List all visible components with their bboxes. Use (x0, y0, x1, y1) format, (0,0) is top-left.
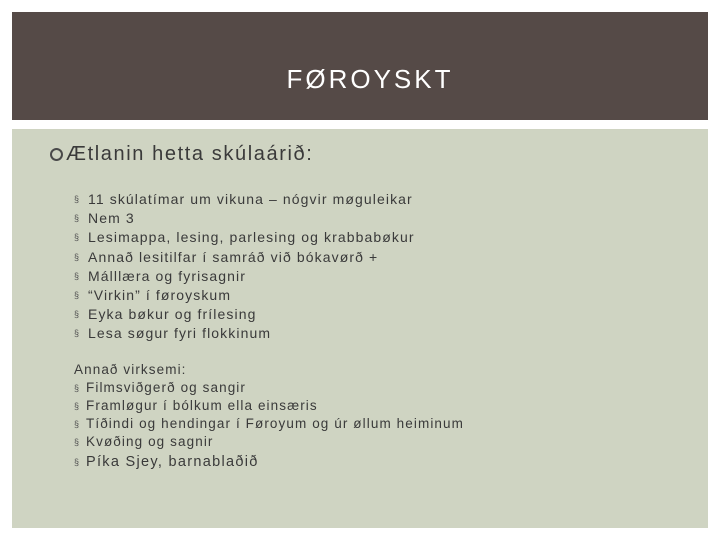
activities-list (74, 379, 464, 473)
list-item: § Lesa søgur fyri flokkinum (74, 324, 415, 343)
list-item: § Framløgur í bólkum ella einsæris (74, 398, 318, 413)
title-banner (12, 12, 708, 120)
list-item: § Nem 3 (74, 209, 415, 228)
square-bullet-icon: § (74, 251, 81, 262)
main-heading: Ætlanin hetta skúlaárið: (66, 143, 314, 165)
sub-heading: Annað virksemi: (74, 362, 187, 377)
ring-bullet-icon (50, 148, 63, 161)
list-item: § 11 skúlatímar um vikuna – nógvir møguleikar (74, 190, 415, 209)
plan-list (74, 190, 415, 344)
list-item: § Annað lesitilfar í samráð við bókavørð + (74, 248, 415, 267)
square-bullet-icon: § (74, 401, 81, 411)
content-panel (12, 129, 708, 528)
square-bullet-icon: § (74, 437, 81, 447)
square-bullet-icon: § (74, 383, 81, 393)
square-bullet-icon: § (74, 328, 81, 339)
square-bullet-icon: § (74, 232, 81, 243)
list-item: § Lesimappa, lesing, parlesing og krabbabøkur (74, 228, 415, 247)
list-item: § “Virkin” í føroyskum (74, 286, 415, 305)
list-item: § Filmsviðgerð og sangir (74, 380, 247, 395)
square-bullet-icon: § (74, 270, 81, 281)
square-bullet-icon: § (74, 194, 81, 204)
list-item: § Tíðindi og hendingar í Føroyum og úr øllum heiminum (74, 416, 464, 431)
list-item: § Eyka bøkur og frílesing (74, 305, 415, 324)
list-item: § Málllæra og fyrisagnir (74, 267, 415, 286)
square-bullet-icon: § (74, 309, 81, 320)
list-item: § Píka Sjey, barnablaðið (74, 451, 464, 473)
main-heading-row (50, 143, 313, 166)
square-bullet-icon: § (74, 213, 81, 224)
list-item: § Kvøðing og sagnir (74, 434, 214, 449)
square-bullet-icon: § (74, 419, 81, 429)
slide-title: FØROYSKT (286, 64, 454, 94)
square-bullet-icon: § (74, 289, 81, 300)
other-activities (74, 361, 464, 473)
square-bullet-icon: § (74, 457, 81, 467)
